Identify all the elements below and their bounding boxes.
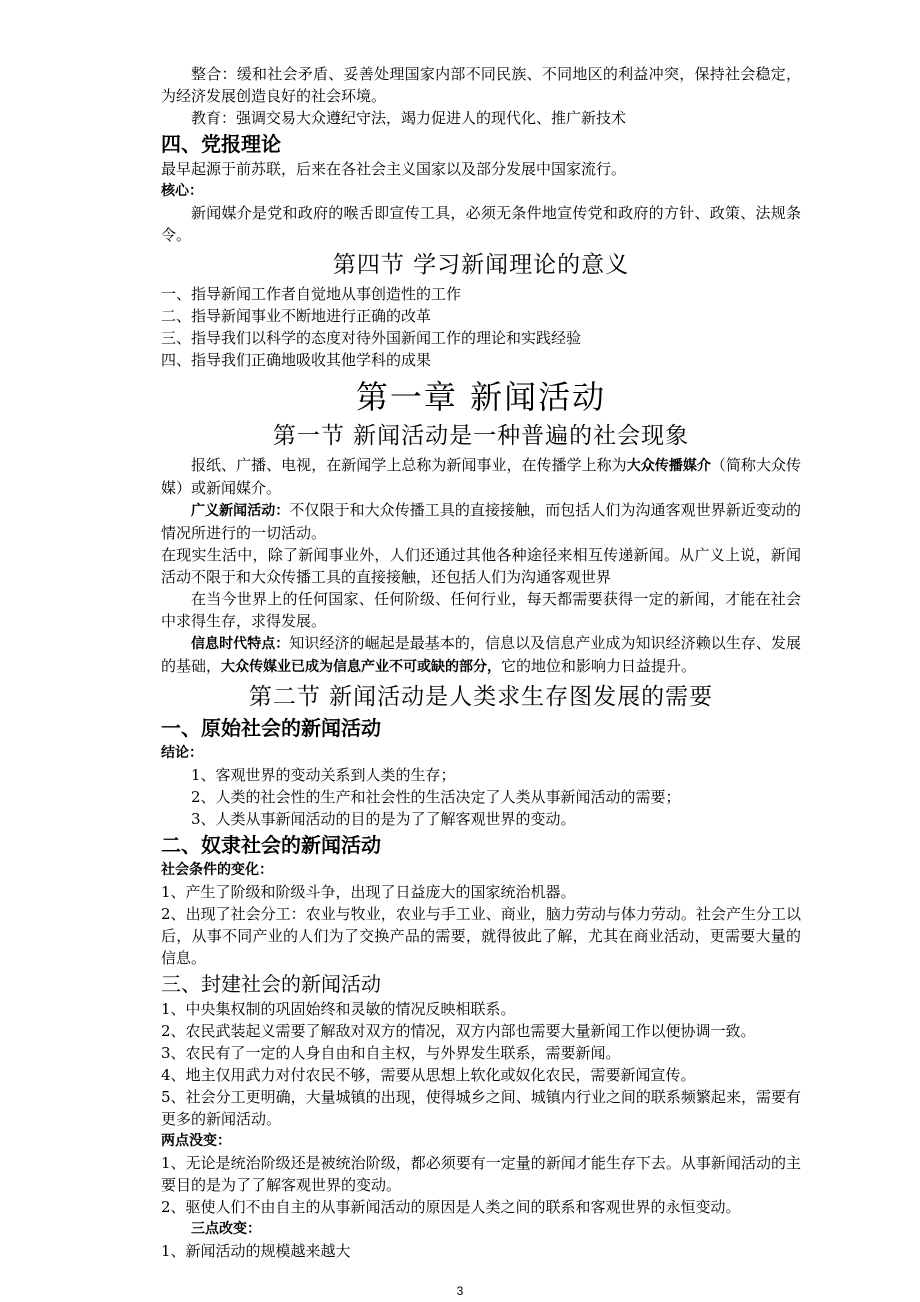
list-item: 3、人类从事新闻活动的目的是为了了解客观世界的变动。 [191, 810, 576, 828]
label-conclusion: 结论： [161, 745, 203, 761]
section2-title: 第二节 新闻活动是人类求生存图发展的需要 [248, 684, 714, 710]
media-text-a: 报纸、广播、电视，在新闻学上总称为新闻事业，在传播学上称为 [191, 456, 627, 474]
list-item: 四、指导我们正确地吸收其他学科的成果 [161, 351, 432, 369]
info-age-bold: 大众传媒业已成为信息产业不可或缺的部分， [221, 659, 502, 675]
heading-feudal-society: 三、封建社会的新闻活动 [161, 972, 381, 996]
paragraph-reality: 在现实生活中，除了新闻事业外，人们还通过其他各种途径来相互传递新闻。从广义上说，新闻活动不限于和大众传播工具的直接接触，还包括人们为沟通客观世界 [161, 546, 801, 586]
list-item: 1、无论是统治阶级还是被统治阶级，都必须要有一定量的新闻才能生存下去。从事新闻活动的主要目的是为了了解客观世界的变动。 [161, 1154, 801, 1194]
list-item: 二、指导新闻事业不断地进行正确的改革 [161, 307, 432, 325]
list-item: 三、指导我们以科学的态度对待外国新闻工作的理论和实践经验 [161, 329, 582, 347]
list-item: 4、地主仅用武力对付农民不够，需要从思想上软化或奴化农民，需要新闻宣传。 [161, 1066, 696, 1084]
label-social-change: 社会条件的变化： [161, 862, 273, 878]
paragraph-integration: 整合：缓和社会矛盾、妥善处理国家内部不同民族、不同地区的利益冲突，保持社会稳定，为经济发展创造良好的社会环境。 [161, 65, 801, 105]
list-item: 2、驱使人们不由自主的从事新闻活动的原因是人类之间的联系和客观世界的永恒变动。 [161, 1198, 741, 1216]
heading-primitive-society: 一、原始社会的新闻活动 [161, 716, 381, 740]
broad-news-label: 广义新闻活动： [191, 503, 290, 519]
heading-slave-society: 二、奴隶社会的新闻活动 [161, 833, 381, 857]
section1-title: 第一节 新闻活动是一种普遍的社会现象 [272, 423, 690, 449]
label-two-unchanged: 两点没变： [161, 1133, 231, 1149]
paragraph-education: 教育：强调交易大众遵纪守法，竭力促进人的现代化、推广新技术 [191, 109, 627, 127]
label-three-changes: 三点改变： [191, 1221, 261, 1237]
list-item: 1、新闻活动的规模越来越大 [161, 1242, 351, 1260]
document-page [161, 63, 801, 1262]
list-item: 1、客观世界的变动关系到人类的生存； [191, 766, 456, 784]
info-age-text-b: 它的地位和影响力日益提升。 [501, 657, 697, 675]
list-item: 5、社会分工更明确，大量城镇的出现，使得城乡之间、城镇内行业之间的联系频繁起来，需要有更多的新闻活动。 [161, 1088, 801, 1128]
paragraph-today: 在当今世界上的任何国家、任何阶级、任何行业，每天都需要获得一定的新闻，才能在社会中求得生存，求得发展。 [161, 590, 801, 630]
broad-news-text: 不仅限于和大众传播工具的直接接触，而包括人们为沟通客观世界新近变动的情况所进行的一切活动。 [161, 501, 802, 542]
paragraph-party-origin: 最早起源于前苏联，后来在各社会主义国家以及部分发展中国家流行。 [161, 160, 627, 178]
chapter-title: 第一章 新闻活动 [355, 378, 607, 416]
list-item: 2、人类的社会性的生产和社会性的生活决定了人类从事新闻活动的需要； [191, 788, 681, 806]
list-item: 3、农民有了一定的人身自由和自主权，与外界发生联系，需要新闻。 [161, 1044, 621, 1062]
list-item: 1、中央集权制的巩固始终和灵敏的情况反映相联系。 [161, 1000, 516, 1018]
paragraph-core: 新闻媒介是党和政府的喉舌即宣传工具，必须无条件地宣传党和政府的方针、政策、法规条令。 [161, 204, 801, 244]
media-bold-term: 大众传播媒介 [626, 458, 711, 474]
paragraph-media [161, 454, 801, 499]
paragraph-info-age [161, 632, 801, 678]
section4-title: 第四节 学习新闻理论的意义 [332, 252, 630, 278]
page-number: 3 [456, 1284, 464, 1298]
media-text-b: （简称大众传媒）或新闻媒介。 [161, 456, 801, 497]
info-age-text-a: 知识经济的崛起是最基本的，信息以及信息产业成为知识经济赖以生存、发展的基础， [161, 634, 802, 675]
list-item: 一、指导新闻工作者自觉地从事创造性的工作 [161, 285, 462, 303]
label-core: 核心： [161, 183, 203, 199]
list-item: 1、产生了阶级和阶级斗争，出现了日益庞大的国家统治机器。 [161, 883, 576, 901]
paragraph-broad-news [161, 499, 801, 544]
heading-party-theory: 四、党报理论 [161, 132, 281, 156]
list-item: 2、出现了社会分工：农业与牧业，农业与手工业、商业，脑力劳动与体力劳动。社会产生分工以后，从事不同产业的人们为了交换产品的需要，就得彼此了解，尤其在商业活动，更需要大量的信息。 [161, 905, 801, 967]
info-age-label: 信息时代特点： [191, 636, 290, 652]
list-item: 2、农民武装起义需要了解敌对双方的情况，双方内部也需要大量新闻工作以便协调一致。 [161, 1022, 756, 1040]
